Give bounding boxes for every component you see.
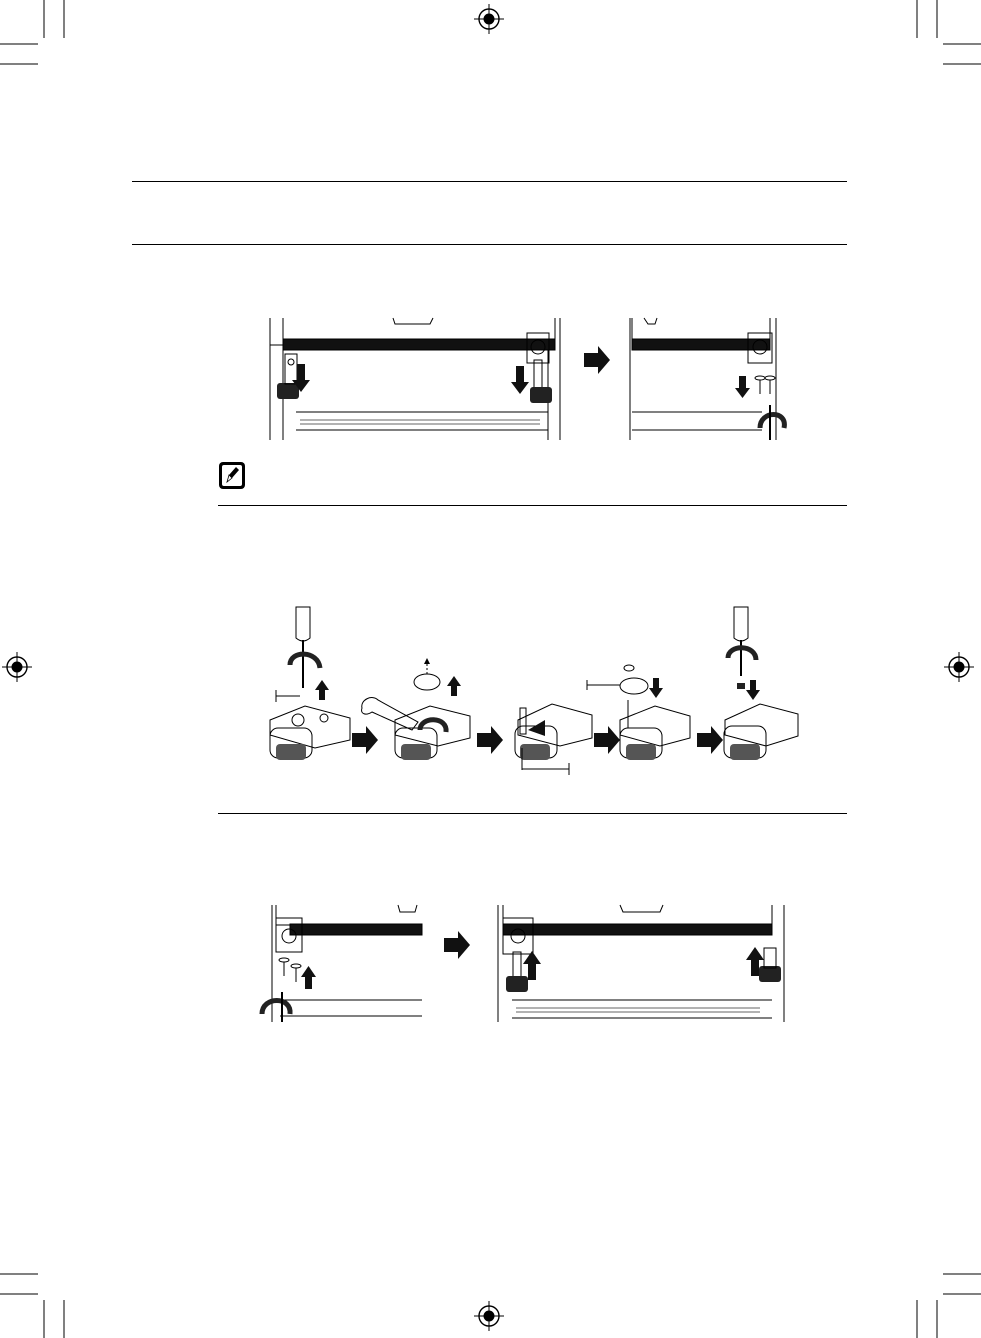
cabinet-bottom-right-panel (498, 905, 784, 1022)
arrow-up-icon (523, 951, 541, 980)
screw-icon (279, 958, 301, 982)
cabinet-bottom-left-panel (272, 905, 422, 1022)
rotate-icon (262, 992, 290, 1022)
right-leveling-foot (759, 948, 781, 982)
left-leveling-foot (506, 952, 528, 992)
arrow-right-icon (444, 931, 470, 959)
arrow-up-icon (301, 966, 316, 989)
